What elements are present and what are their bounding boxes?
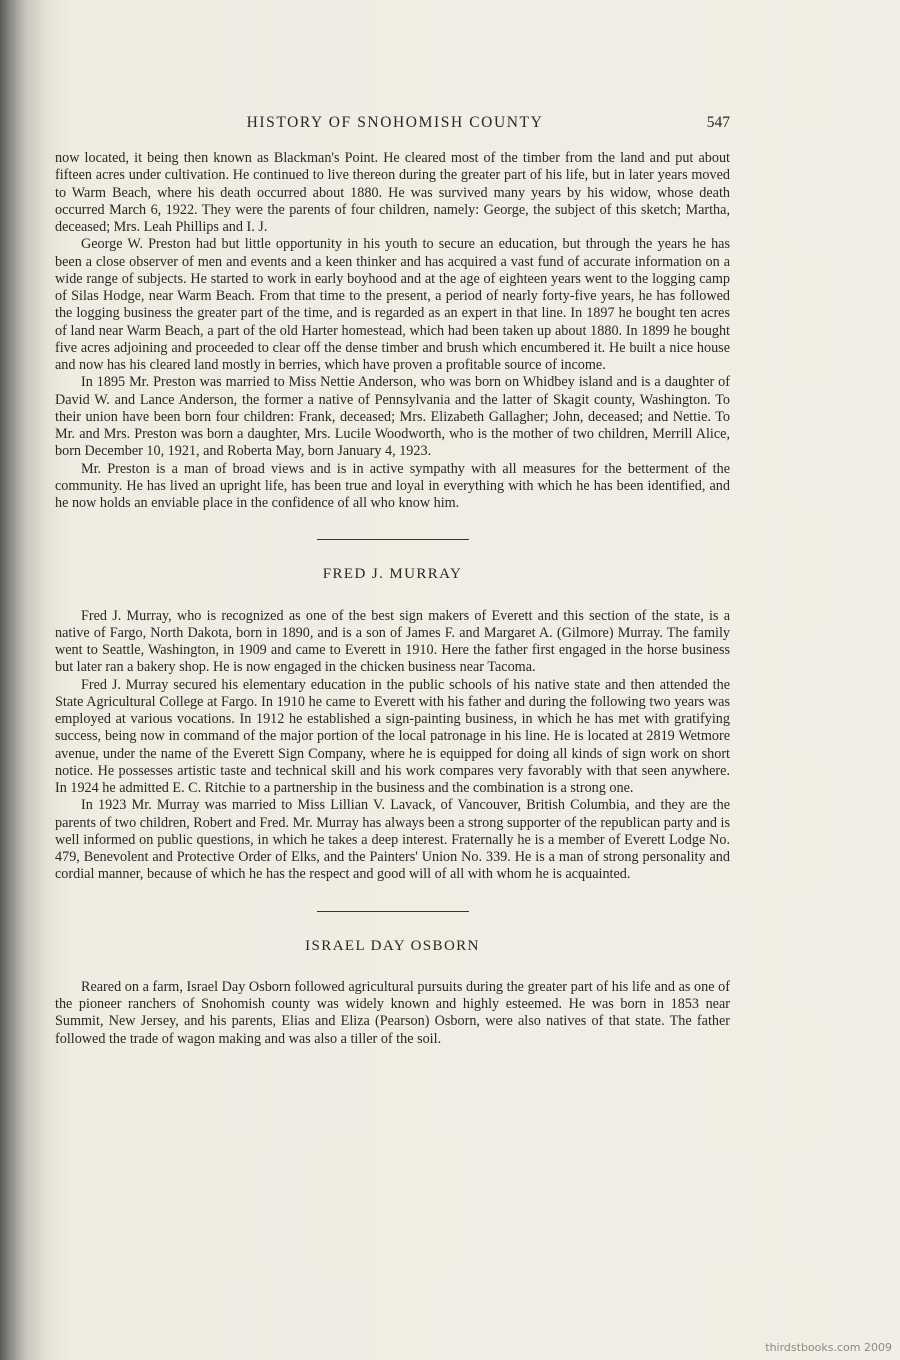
paragraph: In 1923 Mr. Murray was married to Miss Lillian V. Lavack, of Vancouver, British Columbia, and they are the parents of two children, Robert and Fred. Mr. Murray has always been a strong supporter of the republican party and is well informed on public questions, in which he takes a deep interest. Fraternally he is a member of Everett Lodge No. 479, Benevolent and Protective Order of Elks, and the Painters' Union No. 339. He is a man of strong personality and cordial manner, because of which he has the respect and good will of all with whom he is acquainted. bbox=[55, 797, 730, 883]
paragraph: Fred J. Murray, who is recognized as one of the best sign makers of Everett and this section of the state, is a native of Fargo, North Dakota, born in 1890, and is a son of James F. and Margaret A. (Gilmore) Murray. The family went to Seattle, Washington, in 1909 and came to Everett in 1910. Here the father first engaged in the horse business but later ran a bakery shop. He is now engaged in the chicken business near Tacoma. bbox=[55, 607, 730, 676]
paragraph: In 1895 Mr. Preston was married to Miss Nettie Anderson, who was born on Whidbey island and is a daughter of David W. and Lance Anderson, the former a native of Pennsylvania and the latter of Skagit county, Washington. To their union have been born four children: Frank, deceased; Mrs. Elizabeth Gallagher; John, deceased; and Nettie. To Mr. and Mrs. Preston was born a daughter, Mrs. Lucile Woodworth, who is the mother of two children, Merrill Alice, born December 10, 1921, and Roberta May, born January 4, 1923. bbox=[55, 374, 730, 460]
paragraph: George W. Preston had but little opportunity in his youth to secure an education, but through the years he has been a close observer of men and events and a keen thinker and has acquired a vast fund of accurate information on a wide range of subjects. He started to work in early boyhood and at the age of eighteen years went to the logging camp of Silas Hodge, near Warm Beach. From that time to the present, a period of nearly forty-five years, he has followed the logging business the greater part of the time, and is regarded as an expert in that line. In 1897 he bought ten acres of land near Warm Beach, a part of the old Harter homestead, which had been taken up about 1880. In 1899 he bought five acres adjoining and proceeded to clear off the dense timber and brush which encumbered it. He built a nice house and now has his cleared land mostly in berries, which have proven a profitable source of income. bbox=[55, 236, 730, 373]
paragraph: Fred J. Murray secured his elementary education in the public schools of his native state and then attended the State Agricultural College at Fargo. In 1910 he came to Everett with his father and during the following two years was employed at various vocations. In 1912 he established a sign-painting business, in which he has met with gratifying success, being now in command of the major portion of the local patronage in his line. He is located at 2819 Wetmore avenue, under the name of the Everett Sign Company, where he is equipped for doing all kinds of sign work on short notice. He possesses artistic taste and technical skill and his work compares very favorably with that seen anywhere. In 1924 he admitted E. C. Ritchie to a partnership in the business and the combination is a strong one. bbox=[55, 676, 730, 796]
page-number: 547 bbox=[706, 114, 730, 131]
section-title: FRED J. MURRAY bbox=[322, 566, 463, 583]
paragraph: now located, it being then known as Blackman's Point. He cleared most of the timber from the land and put about fifteen acres under cultivation. He continued to live thereon during the greater part of his life, but in later years moved to Warm Beach, where his death occurred about 1880. He was survived many years by his widow, whose death occurred March 6, 1922. They were the parents of four children, namely: George, the subject of this sketch; Martha, deceased; Mrs. Leah Phillips and I. J. bbox=[55, 150, 730, 235]
section-title: ISRAEL DAY OSBORN bbox=[305, 937, 480, 954]
section-divider bbox=[317, 911, 469, 912]
watermark: thirdstbooks.com 2009 bbox=[765, 1341, 892, 1354]
paragraph: Reared on a farm, Israel Day Osborn followed agricultural pursuits during the greater part of his life and as one of the pioneer ranchers of Snohomish county was widely known and highly esteemed. He was born in 1853 near Summit, New Jersey, and his parents, Elias and Eliza (Pearson) Osborn, were also natives of that state. The father followed the trade of wagon making and was also a tiller of the soil. bbox=[55, 978, 730, 1047]
section-divider bbox=[317, 539, 469, 540]
paragraph: Mr. Preston is a man of broad views and is in active sympathy with all measures for the betterment of the community. He has lived an upright life, has been true and loyal in everything with which he has been identified, and he now holds an enviable place in the confidence of all who know him. bbox=[55, 460, 730, 511]
page-header bbox=[60, 114, 730, 136]
osborn-biography bbox=[55, 938, 730, 1048]
preston-biography bbox=[55, 150, 730, 512]
murray-biography bbox=[55, 566, 730, 883]
page-body bbox=[55, 150, 730, 1048]
running-title: HISTORY OF SNOHOMISH COUNTY bbox=[246, 114, 544, 131]
